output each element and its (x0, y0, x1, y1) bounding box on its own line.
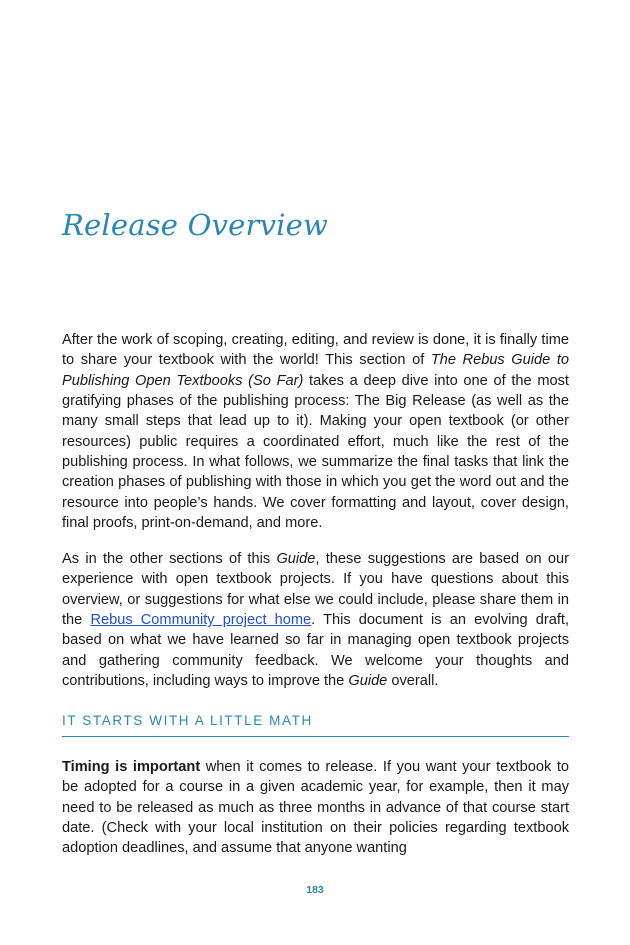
guide-text-2: , these suggestions are based on our experience with open textbook projects. If you have questions about this overview, or suggestions for what else we could include, please share them in the (62, 551, 569, 629)
timing-bold: Timing is important (62, 759, 201, 775)
page-number: 183 (306, 884, 324, 896)
intro-text-1: After the work of scoping, creating, editing, and review is done, it is finally time to share your textbook with the world! This section of (62, 332, 569, 369)
book-title: The Rebus Guide to Publishing Open Textbooks (So Far) (62, 352, 569, 389)
guide-italic-1: Guide (276, 551, 316, 567)
guide-paragraph (62, 549, 569, 691)
guide-italic-2: Guide (348, 673, 388, 690)
guide-text-1: As in the other sections of this (62, 551, 277, 567)
page-title: Release Overview (62, 208, 329, 242)
intro-paragraph (62, 330, 569, 533)
guide-text-4: overall. (387, 673, 439, 690)
intro-text-2: takes a deep dive into one of the most gratifying phases of the publishing process: The Big Release (as well as the many small steps that lead up to it). Making your open textbook (or other resources) public requires a coordinated effort, much like the rest of the publishing process. In what follows, we summarize the final tasks that link the creation phases of publishing with those in which you get the word out and the resource into people’s hands. We cover formatting and layout, cover design, final proofs, print-on-demand, and more. (62, 372, 569, 532)
timing-paragraph (62, 757, 569, 859)
guide-text-3: . This document is an evolving draft, based on what we have learned so far in managing open textbook projects and gathering community feedback. We welcome your thoughts and contributions, including ways to improve the (62, 612, 570, 690)
rebus-community-link[interactable]: Rebus Community project home (90, 612, 312, 629)
timing-text: when it comes to release. If you want your textbook to be adopted for a course in a given academic year, for example, then it may need to be released as much as three months in advance of that course start date. (Check with your local institution on their policies regarding textbook adoption deadlines, and assume that anyone wanting (62, 759, 569, 857)
section-heading: IT STARTS WITH A LITTLE MATH (62, 713, 569, 737)
